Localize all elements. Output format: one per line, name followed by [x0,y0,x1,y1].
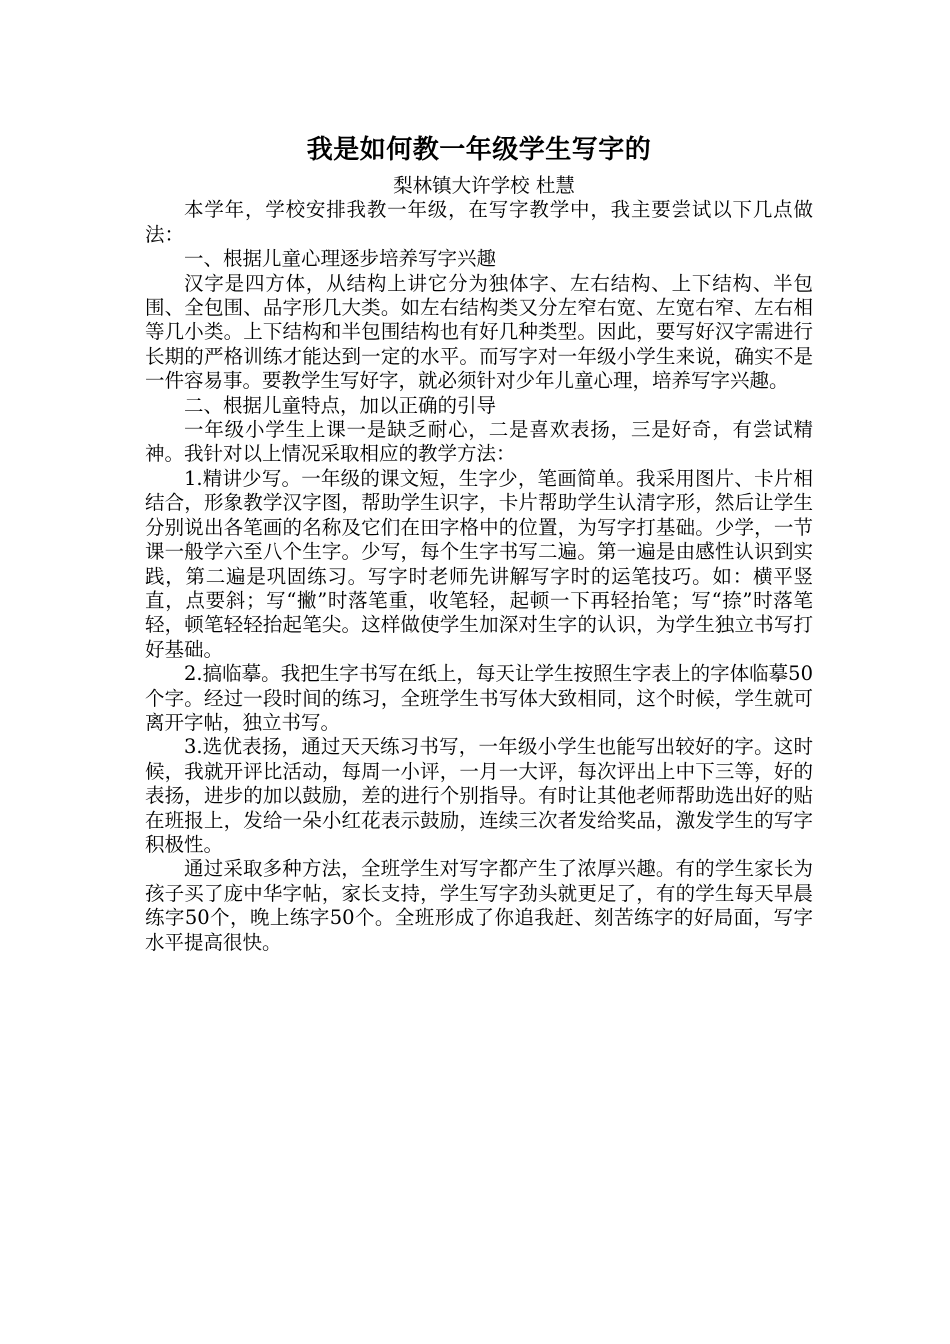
paragraph-method-3: 3.选优表扬，通过天天练习书写，一年级小学生也能写出较好的字。这时候，我就开评比活动，每周一小评，一月一大评，每次评出上中下三等，好的表扬，进步的加以鼓励，差的进行个别指导。有时让其他老师帮助选出好的贴在班报上，发给一朵小红花表示鼓励，连续三次者发给奖品，激发学生的写字积极性。 [145,735,813,856]
paragraph-method-1: 1.精讲少写。一年级的课文短，生字少，笔画简单。我采用图片、卡片相结合，形象教学汉字图，帮助学生识字，卡片帮助学生认清字形，然后让学生分别说出各笔画的名称及它们在田字格中的位置，为写字打基础。少学，一节课一般学六至八个生字。少写，每个生字书写二遍。第一遍是由感性认识到实践，第二遍是巩固练习。写字时老师先讲解写字时的运笔技巧。如：横平竖直，点要斜；写“撇”时落笔重，收笔轻，起顿一下再轻抬笔；写“捺”时落笔轻，顿笔轻轻抬起笔尖。这样做使学生加深对生字的认识，为学生独立书写打好基础。 [145,466,813,661]
paragraph-character-structure: 汉字是四方体，从结构上讲它分为独体字、左右结构、上下结构、半包围、全包围、品字形几大类。如左右结构类又分左窄右宽、左宽右窄、左右相等几小类。上下结构和半包围结构也有好几种类型。因此，要写好汉字需进行长期的严格训练才能达到一定的水平。而写字对一年级小学生来说，确实不是一件容易事。要教学生写好字，就必须针对少年儿童心理，培养写字兴趣。 [145,271,813,393]
document-page [145,130,813,955]
section-heading-2: 二、根据儿童特点，加以正确的引导 [184,393,497,417]
paragraph-intro: 本学年，学校安排我教一年级，在写字教学中，我主要尝试以下几点做法： [145,198,813,246]
paragraph-method-2: 2.搞临摹。我把生字书写在纸上，每天让学生按照生字表上的字体临摹50个字。经过一段时间的练习，全班学生书写体大致相同，这个时候，学生就可离开字帖，独立书写。 [145,662,813,734]
section-heading-1: 一、根据儿童心理逐步培养写字兴趣 [184,247,497,271]
document-title: 我是如何教一年级学生写字的 [306,135,652,165]
author-byline: 梨林镇大许学校 杜慧 [393,174,575,197]
paragraph-student-traits: 一年级小学生上课一是缺乏耐心，二是喜欢表扬，三是好奇，有尝试精神。我针对以上情况采取相应的教学方法： [145,418,813,466]
paragraph-conclusion: 通过采取多种方法，全班学生对写字都产生了浓厚兴趣。有的学生家长为孩子买了庞中华字帖，家长支持，学生写字劲头就更足了，有的学生每天早晨练字50个，晚上练字50个。全班形成了你追我赶、刻苦练字的好局面，写字水平提高很快。 [145,857,813,954]
